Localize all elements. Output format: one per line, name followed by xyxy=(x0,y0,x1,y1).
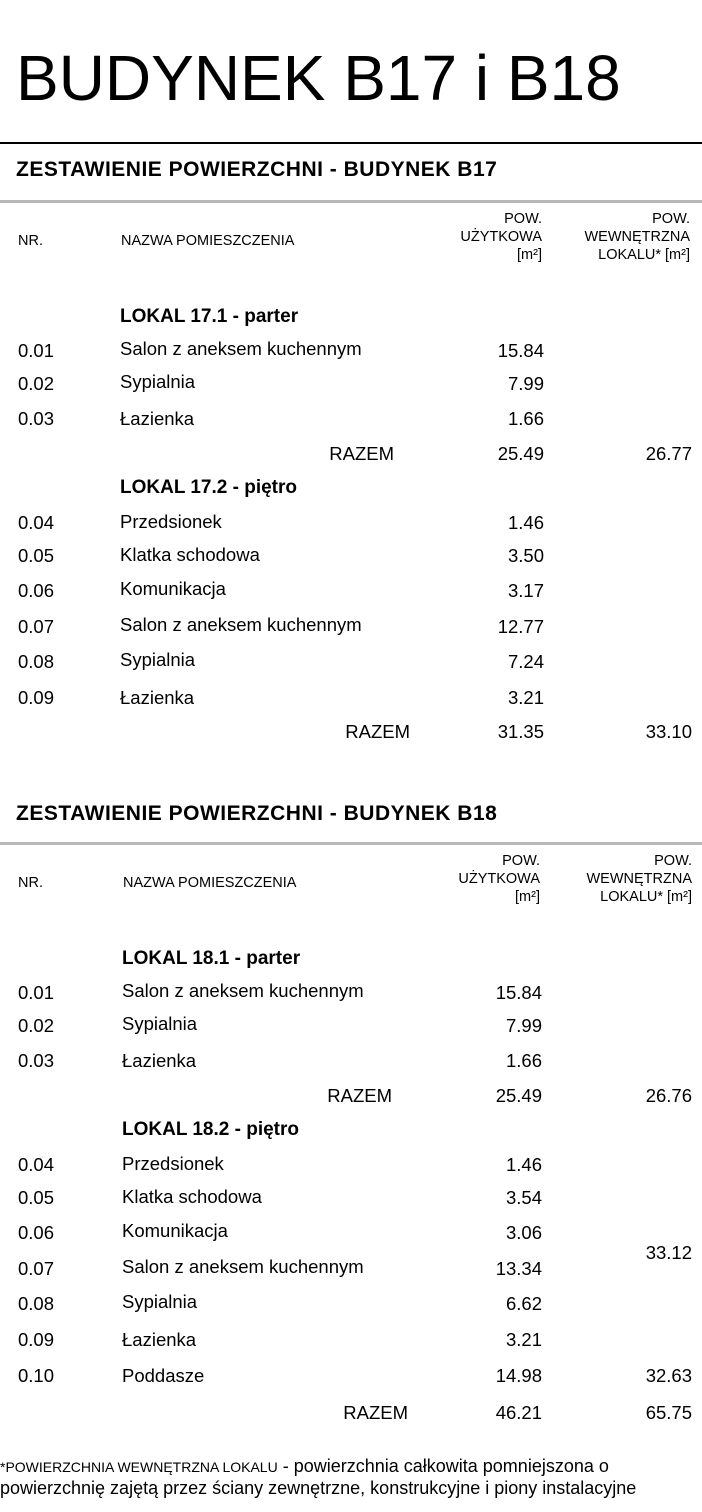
lokal-name: LOKAL 17.1 - parter xyxy=(120,306,299,327)
razem-wewn: 26.77 xyxy=(645,443,692,464)
row-nr: 0.09 xyxy=(18,687,55,708)
row-nr: 0.02 xyxy=(18,1015,55,1036)
row-name: Klatka schodowa xyxy=(122,1186,262,1207)
row-area: 3.54 xyxy=(505,1187,542,1208)
row-area: 1.66 xyxy=(507,408,544,429)
section-divider-b17 xyxy=(0,200,702,203)
footnote-term: *POWIERZCHNIA WEWNĘTRZNA LOKALU xyxy=(0,1459,278,1475)
razem-wewn: 26.76 xyxy=(645,1085,692,1106)
row-name: Łazienka xyxy=(120,408,195,429)
lokal-name: LOKAL 17.2 - piętro xyxy=(120,477,298,498)
title-divider xyxy=(0,142,702,144)
lokal-name: LOKAL 18.1 - parter xyxy=(122,948,301,969)
header-line: POW. xyxy=(504,211,542,227)
header-unit: [m²] xyxy=(515,889,540,905)
row-area: 7.24 xyxy=(507,651,544,672)
column-header-pow-uzytkowa xyxy=(422,210,542,264)
razem-wewn: 65.75 xyxy=(645,1402,692,1423)
header-line: WEWNĘTRZNA xyxy=(586,871,692,887)
row-nr: 0.07 xyxy=(18,1258,55,1279)
row-name: Poddasze xyxy=(122,1365,205,1386)
lokal-name: LOKAL 18.2 - piętro xyxy=(122,1119,300,1140)
header-line: WEWNĘTRZNA xyxy=(584,229,690,245)
row-area: 3.17 xyxy=(507,580,544,601)
column-header-name: NAZWA POMIESZCZENIA xyxy=(123,875,297,891)
row-name: Łazienka xyxy=(122,1050,197,1071)
row-area: 3.21 xyxy=(507,687,544,708)
row-area: 15.84 xyxy=(497,340,544,361)
header-line: POW. xyxy=(654,853,692,869)
header-line: LOKALU* [m²] xyxy=(598,247,690,263)
row-nr: 0.06 xyxy=(18,1222,55,1243)
razem-area: 31.35 xyxy=(497,721,544,742)
razem-label: RAZEM xyxy=(329,443,394,464)
row-nr: 0.09 xyxy=(18,1329,55,1350)
row-name: Salon z aneksem kuchennym xyxy=(120,338,362,359)
row-name: Klatka schodowa xyxy=(120,544,260,565)
row-area: 3.21 xyxy=(505,1329,542,1350)
row-name: Sypialnia xyxy=(120,649,196,670)
row-area: 1.66 xyxy=(505,1050,542,1071)
row-nr: 0.05 xyxy=(18,1187,55,1208)
row-nr: 0.07 xyxy=(18,616,55,637)
header-unit: [m²] xyxy=(517,247,542,263)
header-line: POW. xyxy=(502,853,540,869)
row-area: 7.99 xyxy=(507,373,544,394)
razem-wewn: 33.10 xyxy=(645,721,692,742)
row-area: 13.34 xyxy=(495,1258,542,1279)
row-area: 1.46 xyxy=(507,512,544,533)
row-name: Komunikacja xyxy=(122,1220,228,1241)
row-name: Przedsionek xyxy=(120,511,222,532)
row-area: 3.06 xyxy=(505,1222,542,1243)
row-name: Salon z aneksem kuchennym xyxy=(122,1256,364,1277)
row-name: Salon z aneksem kuchennym xyxy=(120,614,362,635)
razem-area: 25.49 xyxy=(495,1085,542,1106)
row-nr: 0.03 xyxy=(18,408,55,429)
row-area: 15.84 xyxy=(495,982,542,1003)
row-area: 14.98 xyxy=(495,1365,542,1386)
footnote-definition: - powierzchnia całkowita pomniejszona o xyxy=(277,1456,609,1476)
header-line: LOKALU* [m²] xyxy=(600,889,692,905)
column-header-nr: NR. xyxy=(18,875,43,891)
razem-area: 46.21 xyxy=(495,1402,542,1423)
row-nr: 0.03 xyxy=(18,1050,55,1071)
row-area: 7.99 xyxy=(505,1015,542,1036)
row-name: Sypialnia xyxy=(122,1291,198,1312)
row-area: 12.77 xyxy=(497,616,544,637)
section-divider-b18 xyxy=(0,842,702,845)
row-nr: 0.05 xyxy=(18,545,55,566)
row-area: 1.46 xyxy=(505,1154,542,1175)
row-nr: 0.08 xyxy=(18,1293,55,1314)
row-nr: 0.01 xyxy=(18,340,55,361)
row-name: Łazienka xyxy=(120,687,195,708)
section-title-b18: ZESTAWIENIE POWIERZCHNI - BUDYNEK B18 xyxy=(16,802,498,825)
group-wewn: 33.12 xyxy=(645,1242,692,1263)
column-header-pow-wewnetrzna xyxy=(552,852,692,906)
section-title-b17: ZESTAWIENIE POWIERZCHNI - BUDYNEK B17 xyxy=(16,158,498,181)
row-nr: 0.01 xyxy=(18,982,55,1003)
row-area: 6.62 xyxy=(505,1293,542,1314)
header-line: UŻYTKOWA xyxy=(460,229,542,245)
row-area: 3.50 xyxy=(507,545,544,566)
column-header-pow-uzytkowa xyxy=(420,852,540,906)
row-nr: 0.02 xyxy=(18,373,55,394)
row-nr: 0.08 xyxy=(18,651,55,672)
row-name: Salon z aneksem kuchennym xyxy=(122,980,364,1001)
column-header-pow-wewnetrzna xyxy=(550,210,690,264)
header-line: POW. xyxy=(652,211,690,227)
razem-label: RAZEM xyxy=(343,1402,408,1423)
page-title: BUDYNEK B17 i B18 xyxy=(16,42,621,114)
footnote-line-1 xyxy=(0,1456,609,1477)
column-header-nr: NR. xyxy=(18,233,43,249)
razem-label: RAZEM xyxy=(327,1085,392,1106)
footnote-line-2: powierzchnię zajętą przez ściany zewnętrzne, konstrukcyjne i piony instalacyjne xyxy=(0,1478,637,1498)
row-name: Przedsionek xyxy=(122,1153,224,1174)
header-line: UŻYTKOWA xyxy=(458,871,540,887)
row-name: Łazienka xyxy=(122,1329,197,1350)
row-nr: 0.04 xyxy=(18,512,55,533)
row-nr: 0.10 xyxy=(18,1365,55,1386)
row-nr: 0.04 xyxy=(18,1154,55,1175)
razem-label: RAZEM xyxy=(345,721,410,742)
column-header-name: NAZWA POMIESZCZENIA xyxy=(121,233,295,249)
row-name: Komunikacja xyxy=(120,578,226,599)
poddasze-wewn: 32.63 xyxy=(645,1365,692,1386)
razem-area: 25.49 xyxy=(497,443,544,464)
row-name: Sypialnia xyxy=(120,371,196,392)
row-nr: 0.06 xyxy=(18,580,55,601)
row-name: Sypialnia xyxy=(122,1013,198,1034)
